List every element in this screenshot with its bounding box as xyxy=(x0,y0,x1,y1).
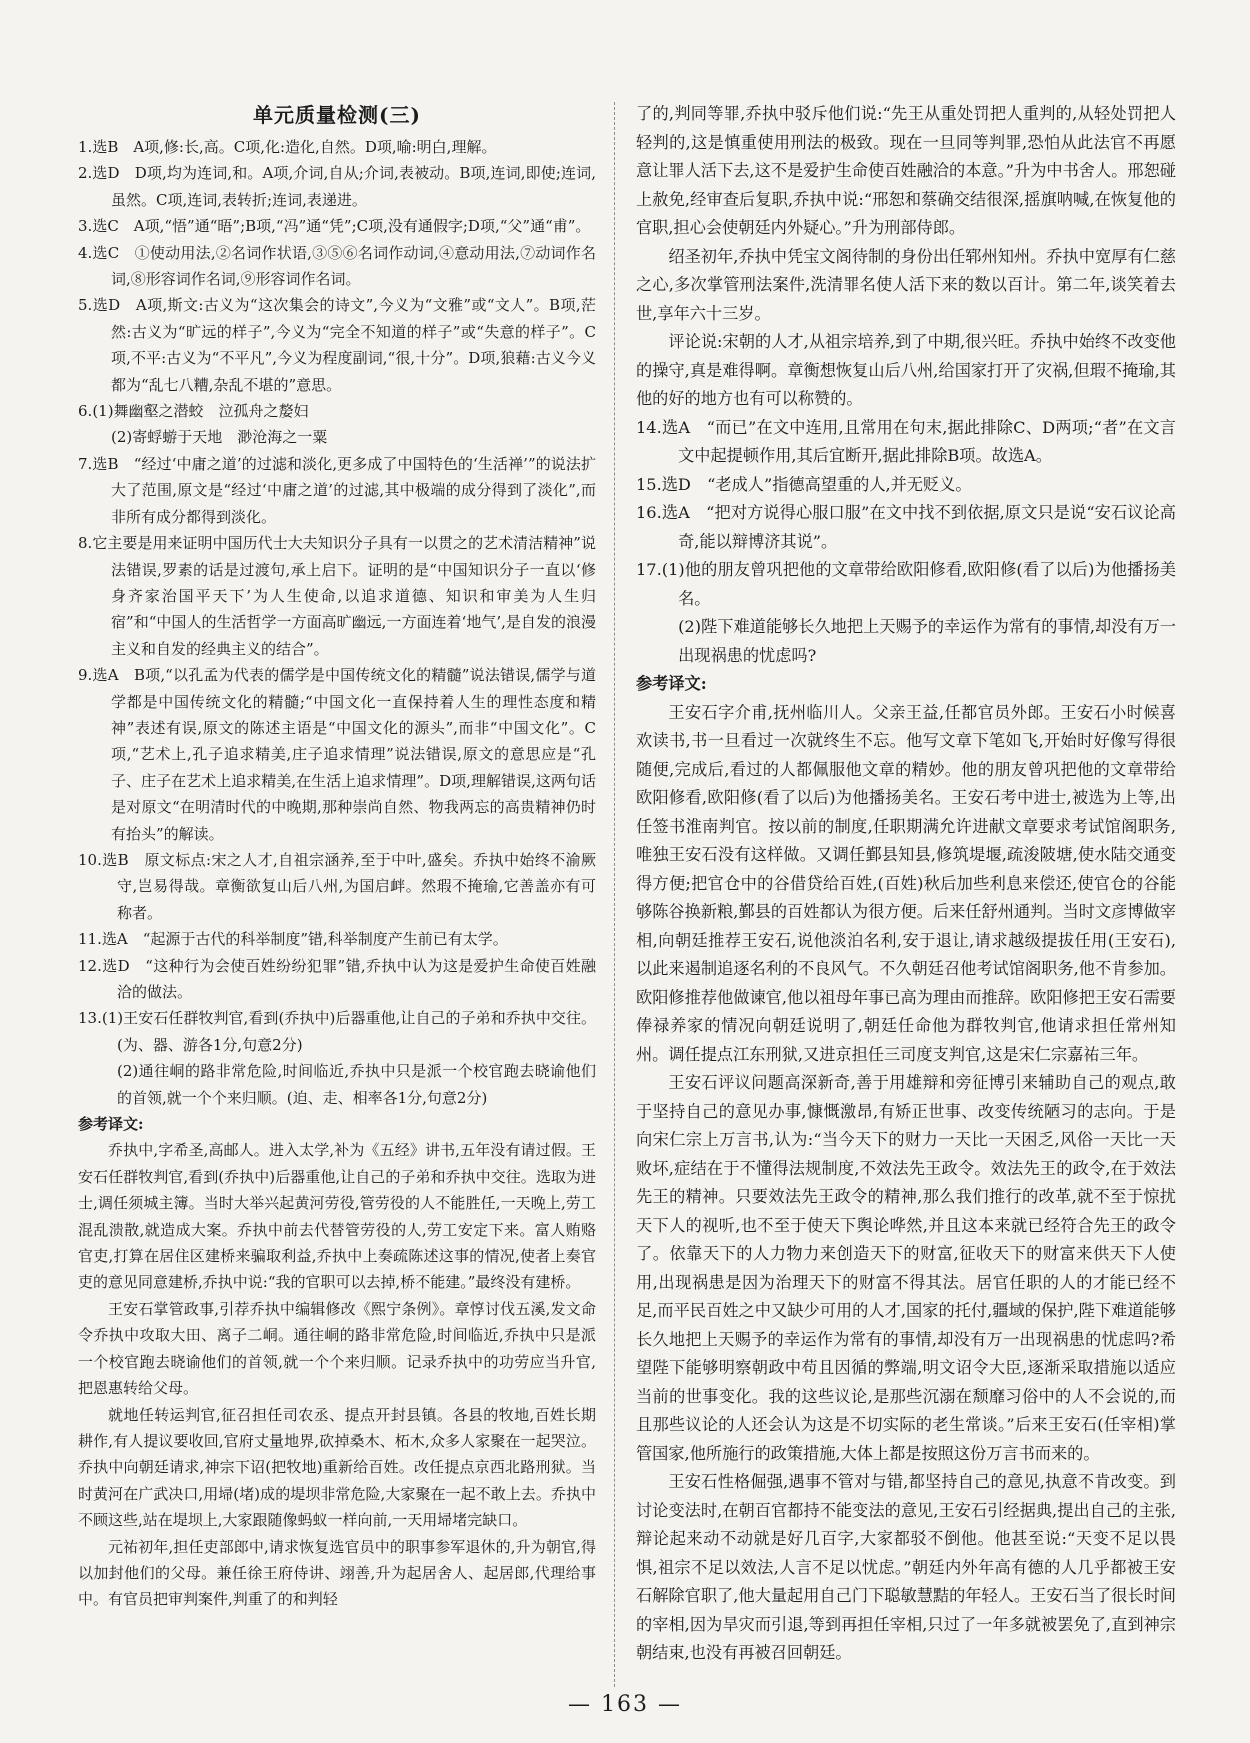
translation-paragraph: 了的,判同等罪,乔执中驳斥他们说:“先王从重处罚把人重判的,从轻处罚把人轻判的,这是慎重使用刑法的极致。现在一旦同等判罪,恐怕从此法官不再愿意让罪人活下去,这不是爱护生命使百姓融洽的本意。”升为中书舍人。邢恕碰上赦免,经审查后复职,乔执中说:“邢恕和蔡确交结很深,摇旗呐喊,在恢复他的官职,担心会使朝廷内外疑心。”升为刑部侍郎。 xyxy=(636,104,1176,237)
answer-item: 15.选D “老成人”指德高望重的人,并无贬义。 xyxy=(636,474,972,494)
answer-subitem: (2)通往峒的路非常危险,时间临近,乔执中只是派一个校官跑去晓谕他们的首领,就一个个来归顺。(迫、走、相率各1分,句意2分) xyxy=(117,1062,596,1107)
page-title: 单元质量检测(三) xyxy=(253,103,421,127)
reference-translation-heading: 参考译文: xyxy=(636,674,707,693)
translation-paragraph: 绍圣初年,乔执中凭宝文阁待制的身份出任郓州知州。乔执中宽厚有仁慈之心,多次掌管刑法案件,洗清罪名使人活下来的数以百计。第二年,谈笑着去世,享年六十三岁。 xyxy=(636,246,1176,323)
translation-paragraph: 元祐初年,担任吏部郎中,请求恢复选官员中的职事参军退休的,升为朝官,得以加封他们的父母。兼任徐王府侍讲、翊善,升为起居舍人、起居郎,代理给事中。有官员把审判案件,判重了的和判轻 xyxy=(78,1537,596,1609)
translation-paragraph: 乔执中,字希圣,高邮人。进入太学,补为《五经》讲书,五年没有请过假。王安石任群牧判官,看到(乔执中)后器重他,让自己的子弟和乔执中交往。选取为进士,调任须城主簿。当时大举兴起黄河劳役,管劳役的人不能胜任,一天晚上,劳工混乱溃散,就造成大案。乔执中前去代替管劳役的人,劳工安定下来。富人贿赂官吏,打算在居住区建桥来骗取利益,乔执中上奏疏陈述这事的情况,使者上奏官吏的意见同意建桥,乔执中说:“我的官职可以去掉,桥不能建。”最终没有建桥。 xyxy=(78,1141,596,1292)
answer-subitem: (2)陛下难道能够长久地把上天赐予的幸运作为常有的事情,却没有万一出现祸患的忧虑吗? xyxy=(678,617,1176,665)
answer-item: 5.选D A项,斯文:古义为“这次集会的诗文”,今义为“文雅”或“文人”。B项,茫然:古义为“旷远的样子”,今义为“完全不知道的样子”或“失意的样子”。C项,不平:古义为“不平凡”,今义为程度副词,“很,十分”。D项,狼藉:古义今义都为“乱七八糟,杂乱不堪的”意思。 xyxy=(78,296,596,394)
answer-item: 3.选C A项,“悟”通“晤”;B项,“冯”通“凭”;C项,没有通假字;D项,“父”通“甫”。 xyxy=(78,217,591,236)
translation-paragraph: 就地任转运判官,征召担任司农丞、提点开封县镇。各县的牧地,百姓长期耕作,有人提议要收回,官府丈量地界,砍掉桑木、柘木,众多人家聚在一起哭泣。乔执中向朝廷请求,神宗下诏(把牧地)重新给百姓。改任提点京西北路刑狱。当时黄河在广武决口,用埽(堵)成的堤坝非常危险,大家聚在一起不敢上去。乔执中不顾这些,站在堤坝上,大家跟随像蚂蚁一样向前,一天用埽堵完缺口。 xyxy=(78,1405,596,1530)
left-column xyxy=(78,100,596,1613)
answer-item: 2.选D D项,均为连词,和。A项,介词,自从;介词,表被动。B项,连词,即使;连词,虽然。C项,连词,表转折;连词,表递进。 xyxy=(78,164,596,209)
translation-paragraph: 评论说:宋朝的人才,从祖宗培养,到了中期,很兴旺。乔执中始终不改变他的操守,真是难得啊。章衡想恢复山后八州,给国家打开了灾祸,但瑕不掩瑜,其他的好的地方也有可以称赞的。 xyxy=(636,332,1176,408)
answer-item: 8.它主要是用来证明中国历代士大夫知识分子具有一以贯之的艺术清洁精神”说法错误,罗素的话是过渡句,承上启下。证明的是“中国知识分子一直以‘修身齐家治国平天下’为人生使命,以追求道德、知识和审美为人生归宿”和“中国人的生活哲学一方面高旷幽远,一方面连着‘地气’,是自发的浪漫主义和自发的经典主义的结合”。 xyxy=(78,534,596,658)
translation-paragraph: 王安石字介甫,抚州临川人。父亲王益,任都官员外郎。王安石小时候喜欢读书,书一旦看过一次就终生不忘。他写文章下笔如飞,开始时好像写得很随便,完成后,看过的人都佩服他文章的精妙。他的朋友曾巩把他的文章带给欧阳修看,欧阳修(看了以后)为他播扬美名。王安石考中进士,被选为上等,出任签书淮南判官。按以前的制度,任职期满允许进献文章要求考试馆阁职务,唯独王安石没有这样做。又调任鄞县知县,修筑堤堰,疏浚陂塘,使水陆交通变得方便;把官仓中的谷借贷给百姓,(百姓)秋后加些利息来偿还,使官仓的谷能够陈谷换新粮,鄞县的百姓都认为很方便。后来任舒州通判。当时文彦博做宰相,向朝廷推荐王安石,说他淡泊名利,安于退让,请求越级提拔任用(王安石),以此来遏制追逐名利的不良风气。不久朝廷召他考试馆阁职务,他不肯参加。欧阳修推荐他做谏官,他以祖母年事已高为理由而推辞。欧阳修把王安石需要俸禄养家的情况向朝廷说明了,朝廷任命他为群牧判官,他请求担任常州知州。调任提点江东刑狱,又进京担任三司度支判官,这是宋仁宗嘉祐三年。 xyxy=(636,702,1176,1064)
translation-paragraph: 王安石掌管政事,引荐乔执中编辑修改《熙宁条例》。章惇讨伐五溪,发文命令乔执中攻取大田、离子二峒。通往峒的路非常危险,时间临近,乔执中只是派一个校官跑去晓谕他们的首领,就一个个来归顺。记录乔执中的功劳应当升官,把恩惠转给父母。 xyxy=(78,1299,596,1398)
answer-item: 9.选A B项,“以孔孟为代表的儒学是中国传统文化的精髓”说法错误,儒学与道学都是中国传统文化的精髓;“中国文化一直保持着人生的理性态度和精神”表述有误,原文的陈述主语是“中国文化的源头”,而非“中国文化”。C项,“艺术上,孔子追求精美,庄子追求情理”说法错误,原文的意思应是“孔子、庄子在艺术上追求精美,在生活上追求情理”。D项,理解错误,这两句话是对原文“在明清时代的中晚期,那种崇尚自然、物我两忘的高贵精神仍时有抬头”的解读。 xyxy=(78,666,596,843)
right-column xyxy=(636,100,1176,1668)
reference-translation-heading: 参考译文: xyxy=(78,1115,144,1134)
answer-item: 17.(1)他的朋友曾巩把他的文章带给欧阳修看,欧阳修(看了以后)为他播扬美名。 xyxy=(636,560,1176,608)
answer-item: 11.选A “起源于古代的科举制度”错,科举制度产生前已有太学。 xyxy=(78,930,508,949)
answer-item: 10.选B 原文标点:宋之人才,自祖宗涵养,至于中叶,盛矣。乔执中始终不渝厥守,岂易得哉。章衡欲复山后八州,为国启衅。然瑕不掩瑜,它善盖亦有可称者。 xyxy=(78,850,596,922)
answer-item: 7.选B “经过‘中庸之道’的过滤和淡化,更多成了中国特色的‘生活禅’”的说法扩大了范围,原文是“经过‘中庸之道’的过滤,其中极端的成分得到了淡化”,而非所有成分都得到淡化。 xyxy=(78,454,596,526)
column-divider xyxy=(614,102,615,1687)
translation-paragraph: 王安石性格倔强,遇事不管对与错,都坚持自己的意见,执意不肯改变。到讨论变法时,在朝百官都持不能变法的意见,王安石引经据典,提出自己的主张,辩论起来动不动就是好几百字,大家都驳不倒他。他甚至说:“天变不足以畏惧,祖宗不足以效法,人言不足以忧虑。”朝廷内外年高有德的人几乎都被王安石解除官职了,他大量起用自己门下聪敏慧黠的年轻人。王安石当了很长时间的宰相,因为旱灾而引退,等到再担任宰相,只过了一年多就被罢免了,直到神宗朝结束,也没有再被召回朝廷。 xyxy=(636,1472,1176,1662)
answer-item: 6.(1)舞幽壑之潜蛟 泣孤舟之嫠妇 xyxy=(78,402,309,421)
answer-item: 13.(1)王安石任群牧判官,看到(乔执中)后器重他,让自己的子弟和乔执中交往。(为、器、游各1分,句意2分) xyxy=(78,1009,596,1054)
answer-item: 4.选C ①使动用法,②名词作状语,③⑤⑥名词作动词,④意动用法,⑦动词作名词,⑧形容词作名词,⑨形容词作名词。 xyxy=(78,243,596,289)
answer-item: 16.选A “把对方说得心服口服”在文中找不到依据,原文只是说“安石议论高奇,能以辩博济其说”。 xyxy=(636,503,1176,551)
answer-item: 14.选A “而已”在文中连用,且常用在句末,据此排除C、D两项;“者”在文言文中起提顿作用,其后宜断开,据此排除B项。故选A。 xyxy=(636,417,1176,465)
page-number: — 163 — xyxy=(568,1692,682,1717)
answer-item: 1.选B A项,修:长,高。C项,化:造化,自然。D项,喻:明白,理解。 xyxy=(78,138,497,156)
answer-subitem: (2)寄蜉蝣于天地 渺沧海之一粟 xyxy=(111,428,328,447)
answer-item: 12.选D “这种行为会使百姓纷纷犯罪”错,乔执中认为这是爱护生命使百姓融洽的做法。 xyxy=(78,956,596,1001)
translation-paragraph: 王安石评议问题高深新奇,善于用雄辩和旁征博引来辅助自己的观点,敢于坚持自己的意见办事,慷慨激昂,有矫正世事、改变传统陋习的志向。于是向宋仁宗上万言书,认为:“当今天下的财力一天比一天困乏,风俗一天比一天败坏,症结在于不懂得法规制度,不效法先王政令。效法先王的政令,在于效法先王的精神。只要效法先王政令的精神,那么我们推行的改革,就不至于惊扰天下人的视听,也不至于使天下舆论哗然,并且这本来就已经符合先王的政令了。依靠天下的人力物力来创造天下的财富,征收天下的财富来供天下人使用,出现祸患是因为治理天下的财富不得其法。居官任职的人的才能已经不足,而平民百姓之中又缺少可用的人才,国家的托付,疆域的保护,陛下难道能够长久地把上天赐予的幸运作为常有的事情,却没有万一出现祸患的忧虑吗?希望陛下能够明察朝政中苟且因循的弊端,明文诏令大臣,逐渐采取措施以适应当前的世事变化。我的这些议论,是那些沉溺在颓靡习俗中的人不会说的,而且那些议论的人还会认为这是不切实际的老生常谈。”后来王安石(任宰相)掌管国家,他所施行的政策措施,大体上都是按照这份万言书而来的。 xyxy=(636,1073,1176,1463)
